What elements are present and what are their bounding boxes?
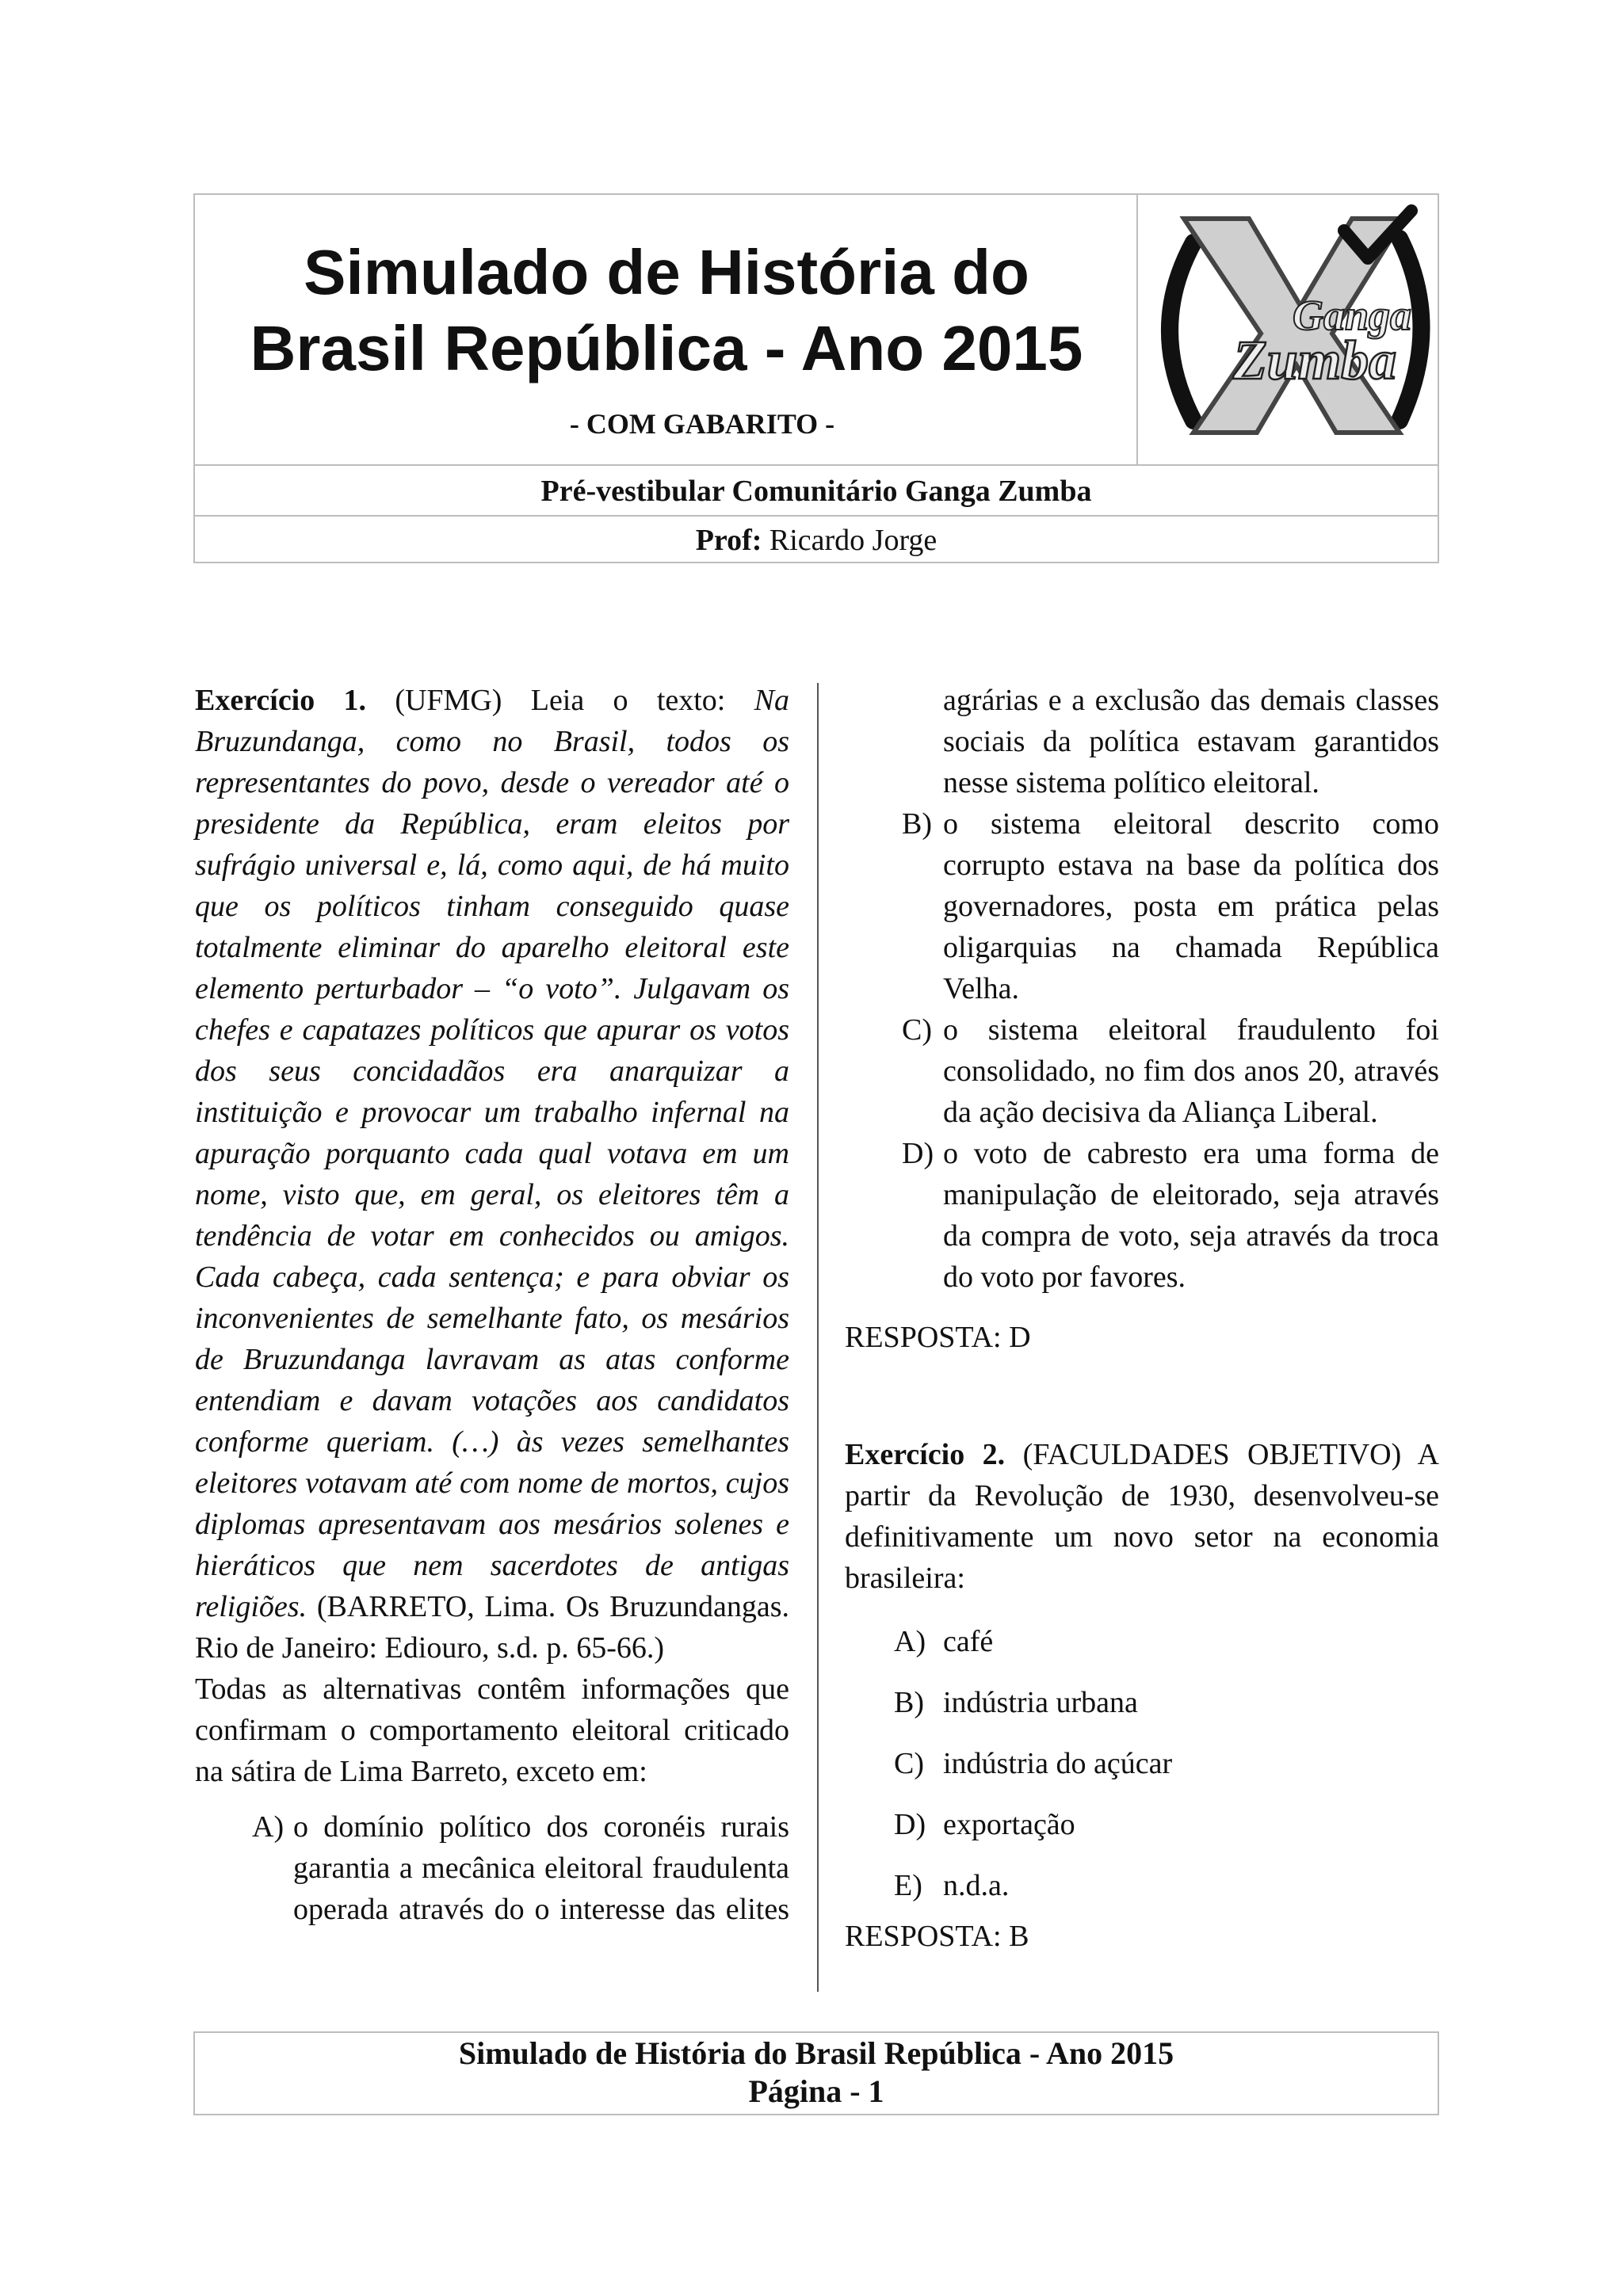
exercise-1-option-c	[845, 1009, 1439, 1133]
option-text: indústria urbana	[943, 1686, 1138, 1719]
left-column	[195, 680, 789, 1930]
option-text: exportação	[943, 1808, 1075, 1841]
option-letter: A)	[894, 1625, 926, 1658]
logo-text-ganga: Ganga	[1293, 292, 1412, 339]
title-cell	[195, 195, 1138, 464]
option-text: o sistema eleitoral descrito como corrupto estava na base da política dos governadores, posta em prática pelas oligarquias na chamada República Velha.	[943, 807, 1439, 1005]
exercise-1-option-b	[845, 803, 1439, 1009]
exercise-1-quote: Na Bruzundanga, como no Brasil, todos os representantes do povo, desde o vereador até o presidente da República, eram eleitos por sufrágio universal e, lá, como aqui, de há muito que os políticos tinham conseguido quase totalmente eliminar do aparelho eleitoral este elemento perturbador – “o voto”. Julgavam os chefes e capatazes políticos que apurar os votos dos seus concidadãos era anarquizar a instituição e provocar um trabalho infernal na apuração porquanto cada qual votava em um nome, visto que, em geral, os eleitores têm a tendência de votar em conhecidos ou amigos. Cada cabeça, cada sentença; e para obviar os inconvenientes de semelhante fato, os mesários de Bruzundanga lavravam as atas conforme entendiam e davam votações aos candidatos conforme queriam. (…) às vezes semelhantes eleitores votavam até com nome de mortos, cujos diplomas apresentavam aos mesários solenes e hieráticos que nem sacerdotes de antigas religiões.	[195, 684, 790, 1623]
institution-row: Pré-vestibular Comunitário Ganga Zumba	[195, 464, 1438, 515]
option-letter: D)	[902, 1137, 934, 1170]
exercise-2-question: (FACULDADES OBJETIVO) A partir da Revolução de 1930, desenvolveu-se definitivamente um novo setor na economia brasileira:	[845, 1438, 1439, 1595]
exercise-1-option-a-continued	[845, 680, 1439, 803]
option-text: indústria do açúcar	[943, 1747, 1173, 1780]
exercise-2-option-c	[845, 1743, 1439, 1804]
exercise-2-text	[845, 1434, 1439, 1599]
logo-cell	[1138, 195, 1439, 464]
ganga-zumba-logo	[1138, 195, 1439, 464]
subtitle: - COM GABARITO -	[569, 408, 835, 440]
exercise-1-citation: (BARRETO, Lima. Os Bruzundangas. Rio de Janeiro: Ediouro, s.d. p. 65-66.)	[195, 1590, 790, 1665]
option-text: o voto de cabresto era uma forma de manipulação de eleitorado, seja através da compra de voto, seja através da troca do voto por favores.	[943, 1137, 1439, 1294]
option-letter: D)	[894, 1808, 926, 1841]
exercise-1-text	[195, 680, 789, 1669]
option-text: o sistema eleitoral fraudulento foi consolidado, no fim dos anos 20, através da ação decisiva da Aliança Liberal.	[943, 1013, 1439, 1129]
exercise-1-option-a	[195, 1806, 789, 1930]
column-divider	[817, 683, 819, 1992]
option-text: o domínio político dos coronéis rurais garantia a mecânica eleitoral fraudulenta operada através do o interesse das elites	[293, 1810, 789, 1926]
exercise-2-option-a	[845, 1621, 1439, 1682]
exercise-2-answer: RESPOSTA: B	[845, 1920, 1029, 1953]
exercise-2-option-d	[845, 1804, 1439, 1865]
header-box	[193, 193, 1439, 563]
option-text: agrárias e a exclusão das demais classes sociais da política estavam garantidos nesse sistema político eleitoral.	[943, 684, 1439, 799]
exercise-2-label: Exercício 2.	[845, 1438, 1006, 1471]
exercise-1-option-d	[845, 1133, 1439, 1298]
option-letter: A)	[252, 1810, 285, 1844]
page-number: Página - 1	[748, 2073, 884, 2109]
prof-label: Prof:	[695, 524, 762, 557]
exercise-2-option-e	[845, 1865, 1439, 1916]
option-letter: C)	[894, 1747, 924, 1780]
right-column	[845, 680, 1439, 1957]
option-text: n.d.a.	[943, 1869, 1010, 1902]
page-title-line-1: Simulado de História do	[304, 237, 1029, 307]
prof-name: Ricardo Jorge	[769, 524, 938, 557]
exercise-1-answer: RESPOSTA: D	[845, 1321, 1031, 1354]
logo-text-zumba: Zumba	[1233, 330, 1397, 391]
option-letter: C)	[902, 1013, 932, 1047]
option-letter: B)	[902, 807, 932, 841]
footer-box	[193, 2031, 1439, 2115]
option-letter: E)	[894, 1869, 922, 1902]
option-letter: B)	[894, 1686, 924, 1719]
exercise-1-label: Exercício 1.	[195, 684, 367, 717]
exercise-2-option-b	[845, 1682, 1439, 1743]
footer-title: Simulado de História do Brasil República - Ano 2015	[458, 2035, 1174, 2071]
exercise-1-source: (UFMG) Leia o texto:	[395, 684, 726, 717]
page-title-line-2: Brasil República - Ano 2015	[250, 313, 1083, 383]
option-text: café	[943, 1625, 994, 1658]
exercise-1-question: Todas as alternativas contêm informações que confirmam o comportamento eleitoral criticado na sátira de Lima Barreto, exceto em:	[195, 1672, 789, 1788]
professor-row	[195, 515, 1438, 563]
